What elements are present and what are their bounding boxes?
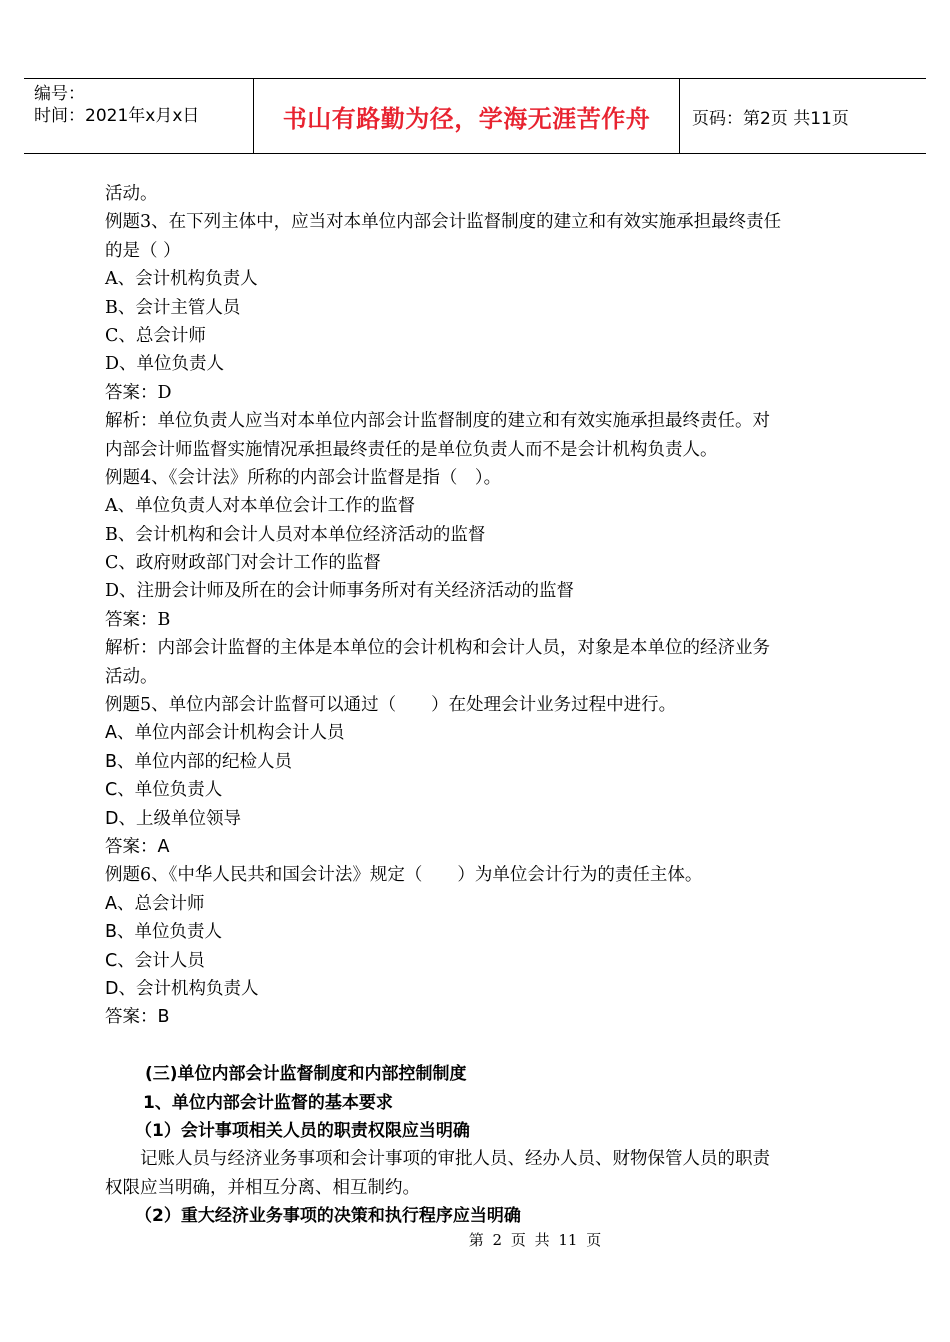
option-b: B、单位负责人 [105,922,223,943]
time-label: 时间：2021年x月x日 [34,106,200,126]
paragraph-line: 记账人员与经济业务事项和会计事项的审批人员、经办人员、财物保管人员的职责 [140,1149,770,1170]
analysis: 解析：单位负责人应当对本单位内部会计监督制度的建立和有效实施承担最终责任。对 [105,411,770,432]
header-motto: 书山有路勤为径，学海无涯苦作舟 [254,79,680,153]
option-d: D、注册会计师及所在的会计师事务所对有关经济活动的监督 [105,581,575,602]
section-title: (三)单位内部会计监督制度和内部控制制度 [145,1064,467,1085]
paragraph-line: 权限应当明确，并相互分离、相互制约。 [105,1177,420,1198]
subsection-title: 1、单位内部会计监督的基本要求 [143,1092,393,1113]
option-a: A、单位负责人对本单位会计工作的监督 [105,496,416,517]
text-line: 内部会计师监督实施情况承担最终责任的是单位负责人而不是会计机构负责人。 [105,439,718,460]
option-d: D、会计机构负责人 [105,978,259,999]
page-footer: 第 2 页 共 11 页 [468,1231,602,1249]
option-b: B、单位内部的纪检人员 [105,751,293,772]
option-d: D、单位负责人 [105,354,225,375]
blank-line [105,1032,845,1060]
answer: 答案：A [105,836,170,857]
option-c: C、单位负责人 [105,780,223,801]
option-b: B、会计主管人员 [105,297,241,318]
text-line: 活动。 [105,184,158,204]
option-a: A、总会计师 [105,893,205,914]
number-label: 编号： [34,84,85,104]
option-d: D、上级单位领导 [105,808,241,829]
answer: 答案：B [105,609,171,630]
question-6: 例题6、《中华人民共和国会计法》规定（ ）为单位会计行为的责任主体。 [105,865,703,886]
analysis: 解析：内部会计监督的主体是本单位的会计机构和会计人员，对象是本单位的经济业务 [105,638,770,659]
option-b: B、会计机构和会计人员对本单位经济活动的监督 [105,524,486,545]
answer: 答案：D [105,382,172,403]
document-body [105,180,845,1230]
header-page-info: 页码：第2页 共11页 [692,108,849,129]
option-c: C、会计人员 [105,950,205,971]
page-header [24,78,926,154]
item-1-title: （1）会计事项相关人员的职责权限应当明确 [135,1120,470,1141]
question-3: 例题3、在下列主体中，应当对本单位内部会计监督制度的建立和有效实施承担最终责任 [105,212,782,233]
text-line: 活动。 [105,666,158,687]
question-5: 例题5、单位内部会计监督可以通过（ ）在处理会计业务过程中进行。 [105,695,677,716]
header-meta [24,79,254,153]
option-c: C、政府财政部门对会计工作的监督 [105,553,381,574]
option-c: C、总会计师 [105,325,206,346]
item-2-title: （2）重大经济业务事项的决策和执行程序应当明确 [135,1206,521,1227]
answer: 答案：B [105,1007,170,1028]
option-a: A、会计机构负责人 [105,269,258,290]
text-line: 的是（ ） [105,240,181,261]
option-a: A、单位内部会计机构会计人员 [105,723,345,744]
question-4: 例题4、《会计法》所称的内部会计监督是指（ ）。 [105,467,502,488]
